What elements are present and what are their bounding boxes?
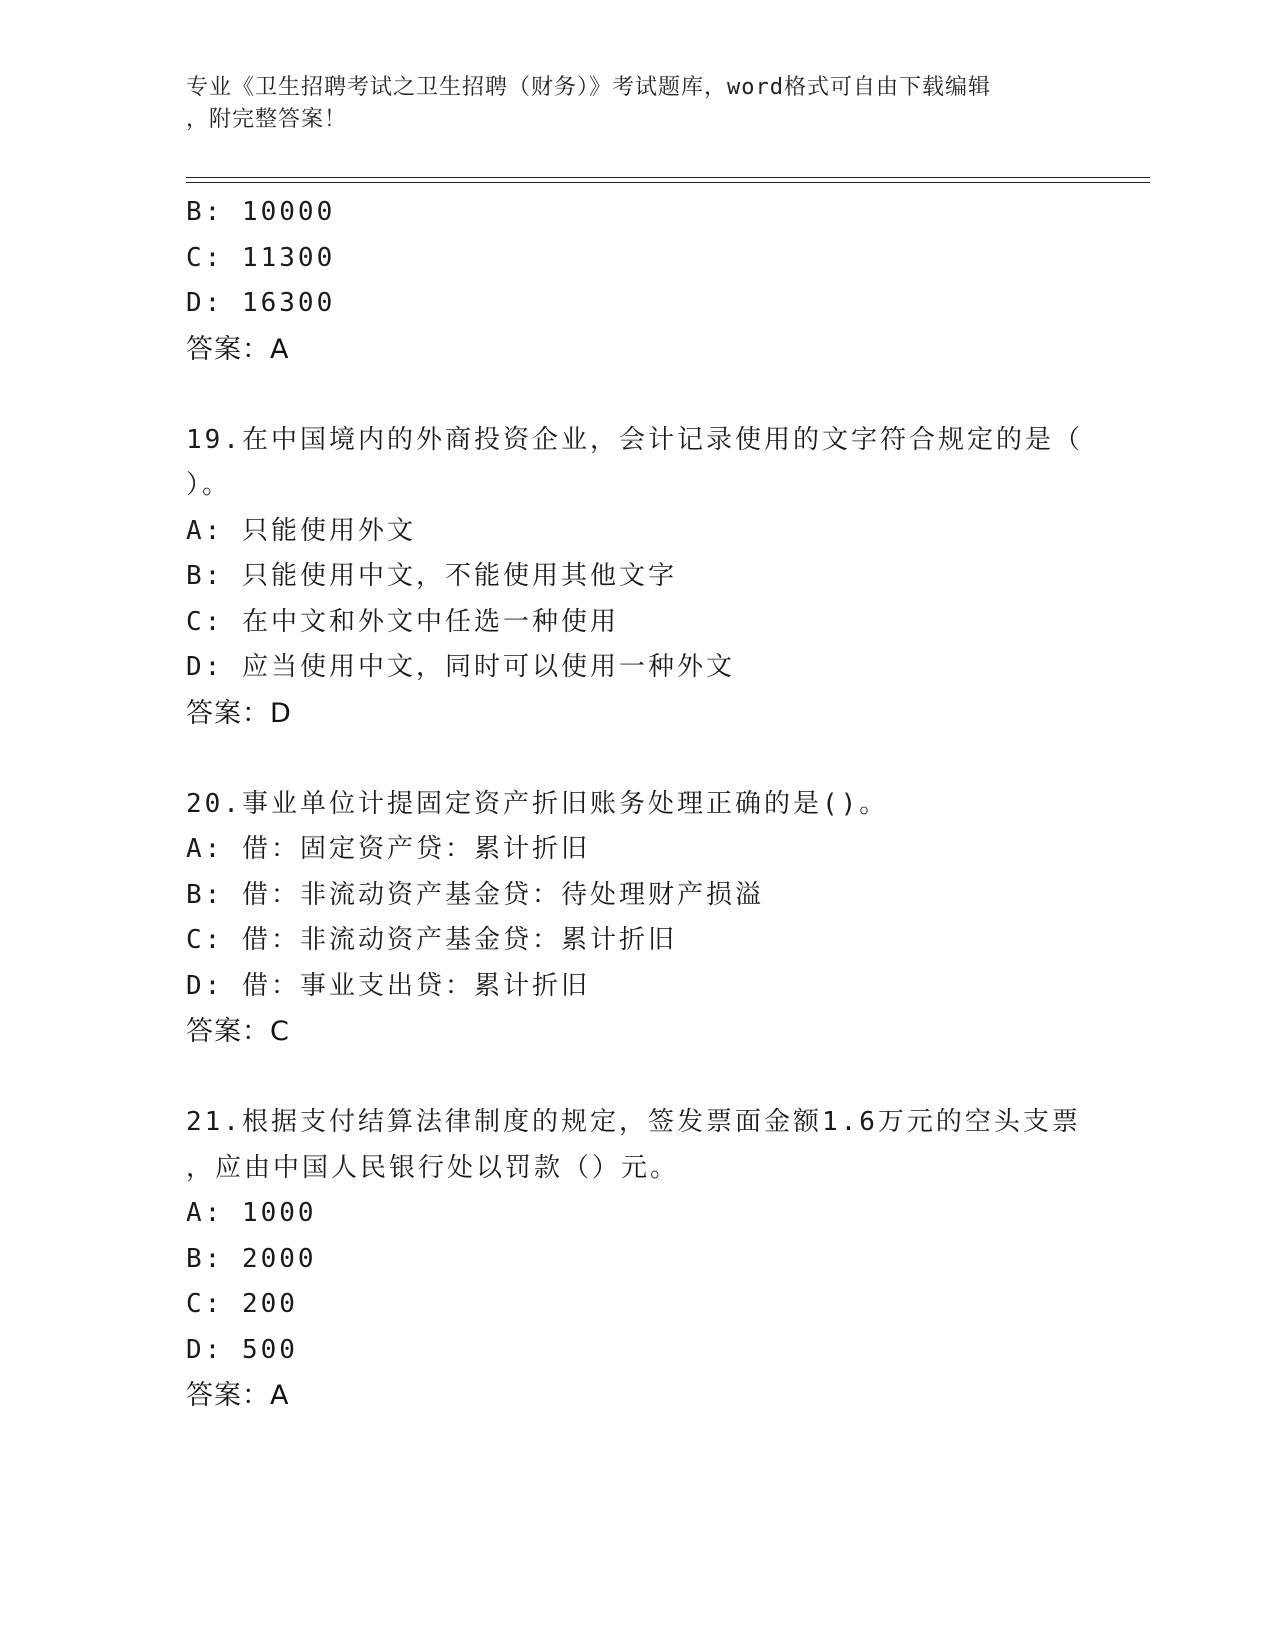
option-d: D: 16300 — [186, 288, 336, 318]
answer: 答案：A — [186, 333, 290, 365]
answer: 答案：D — [186, 697, 292, 729]
document-header — [186, 72, 1066, 136]
header-divider-bottom — [186, 182, 1150, 183]
option-b: B: 借：非流动资产基金贷：待处理财产损溢 — [186, 879, 764, 910]
question-19 — [186, 418, 1086, 737]
option-b: B: 只能使用中文，不能使用其他文字 — [186, 561, 677, 591]
question-21 — [186, 1100, 1086, 1419]
option-c: C: 在中文和外文中任选一种使用 — [186, 606, 619, 637]
question-gap — [186, 736, 1086, 782]
header-line-1: 专业《卫生招聘考试之卫生招聘（财务）》考试题库，word格式可自由下载编辑 — [186, 75, 991, 100]
question-list — [186, 190, 1086, 1419]
header-line-2: ，附完整答案！ — [186, 107, 348, 132]
question-text-cont: ）。 — [186, 470, 232, 500]
question-text: 19.在中国境内的外商投资企业，会计记录使用的文字符合规定的是（ — [186, 424, 1083, 455]
answer: 答案：C — [186, 1016, 290, 1047]
answer: 答案：A — [186, 1380, 290, 1411]
header-divider-top — [186, 177, 1150, 178]
question-18 — [186, 190, 1086, 372]
option-b: B: 10000 — [186, 197, 336, 227]
question-text-cont: ，应由中国人民银行处以罚款（）元。 — [186, 1152, 680, 1183]
option-b: B: 2000 — [186, 1243, 317, 1274]
option-d: D: 500 — [186, 1334, 298, 1365]
option-d: D: 借：事业支出贷：累计折旧 — [186, 970, 590, 1001]
question-text: 20.事业单位计提固定资产折旧账务处理正确的是()。 — [186, 788, 889, 819]
option-c: C: 200 — [186, 1289, 298, 1319]
option-c: C: 借：非流动资产基金贷：累计折旧 — [186, 925, 677, 955]
option-a: A: 借：固定资产贷：累计折旧 — [186, 834, 590, 864]
option-c: C: 11300 — [186, 242, 336, 273]
question-20 — [186, 782, 1086, 1055]
option-a: A: 只能使用外文 — [186, 515, 416, 546]
option-a: A: 1000 — [186, 1198, 317, 1228]
question-gap — [186, 1055, 1086, 1101]
question-text: 21.根据支付结算法律制度的规定，签发票面金额1.6万元的空头支票 — [186, 1107, 1081, 1137]
option-d: D: 应当使用中文，同时可以使用一种外文 — [186, 652, 735, 682]
question-gap — [186, 372, 1086, 418]
